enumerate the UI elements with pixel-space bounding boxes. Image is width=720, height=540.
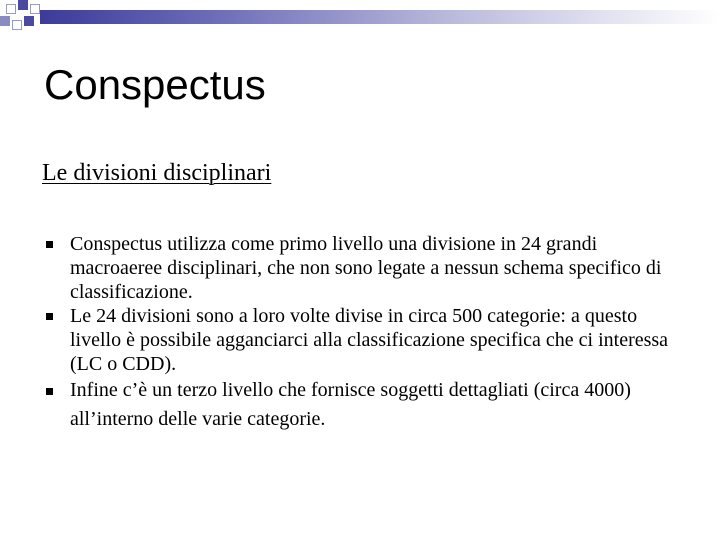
decorative-square — [24, 16, 34, 26]
bullet-text: Conspectus utilizza come primo livello una divisione in 24 grandi macroaeree disciplinari, che non sono legate a nessun schema specifico di classificazione. — [70, 233, 662, 303]
square-bullet-icon — [46, 313, 53, 320]
decorative-square — [18, 0, 28, 10]
bullet-item — [40, 232, 680, 304]
bullet-text: Infine c’è un terzo livello che fornisce soggetti dettagliati (circa 4000) all’interno delle varie categorie. — [70, 379, 631, 430]
header-decoration — [0, 0, 720, 34]
square-bullet-icon — [46, 388, 53, 395]
bullet-item — [40, 376, 680, 434]
decorative-square — [30, 4, 40, 14]
slide-subtitle: Le divisioni disciplinari — [42, 160, 272, 186]
decorative-square — [0, 16, 10, 26]
bullet-text: Le 24 divisioni sono a loro volte divise in circa 500 categorie: a questo livello è possibile agganciarci alla classificazione specifica che ci interessa (LC o CDD). — [70, 305, 669, 375]
decorative-square — [6, 4, 16, 14]
bullet-item — [40, 304, 680, 376]
header-gradient-bar — [40, 10, 720, 24]
decorative-square — [12, 20, 22, 30]
bullet-list — [40, 232, 680, 434]
slide-title: Conspectus — [44, 61, 266, 108]
square-bullet-icon — [46, 241, 53, 248]
